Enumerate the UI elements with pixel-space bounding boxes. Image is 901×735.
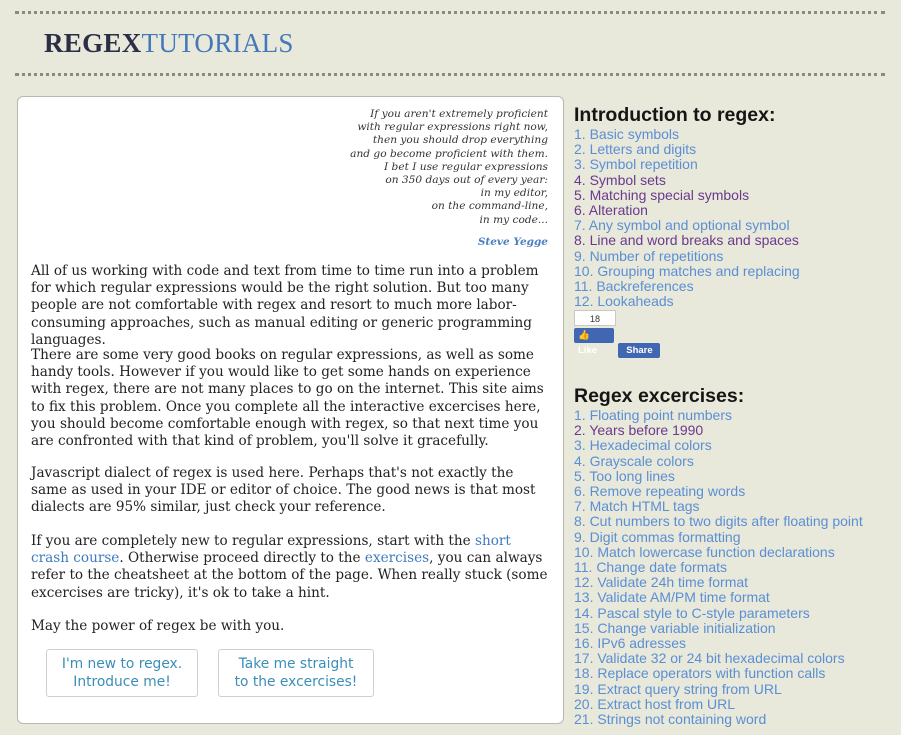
intro-panel (17, 96, 564, 724)
new-to-regex-button[interactable] (46, 649, 198, 697)
lesson-link[interactable]: 3. Symbol repetition (574, 156, 698, 173)
p4-text-b: . Otherwise proceed directly to the (119, 550, 365, 567)
quote-line: If you aren't extremely proficient (370, 108, 548, 120)
exercise-link[interactable]: 9. Digit commas formatting (574, 528, 741, 545)
exercise-link[interactable]: 4. Grayscale colors (574, 452, 694, 469)
quote-line: on 350 days out of every year: (385, 174, 548, 187)
exercise-link[interactable]: 10. Match lowercase function declarations (574, 543, 835, 560)
quote-line: I bet I use regular expressions (383, 160, 548, 173)
p4-text-c: , you can always refer to the cheatsheet at the bottom of the page. When really stuck (some excercises are tricky), it's ok to take a hint. (31, 550, 548, 601)
exercise-link[interactable]: 14. Pascal style to C-style parameters (574, 604, 810, 621)
crash-course-link[interactable]: short crash course (31, 533, 511, 567)
site-logo[interactable] (44, 28, 294, 59)
go-to-exercises-button[interactable] (218, 649, 374, 697)
exercise-link[interactable]: 17. Validate 32 or 24 bit hexadecimal colors (574, 650, 845, 667)
intro-paragraph-2: There are some very good books on regular expressions, as well as some handy tools. However if you would like to get some hands on experience with regex, there are not many places to go on the internet. This site aims to fix this problem. Once you complete all the interactive excercises here, you should become comfortable enough with regex, so that next time you are confronted with that kind of problem, you'll solve it gracefully. (31, 347, 544, 450)
lesson-link[interactable]: 2. Letters and digits (574, 141, 697, 158)
facebook-share-button[interactable]: Share (618, 343, 660, 358)
quote-line: on the command-line, (431, 200, 548, 213)
thumbs-up-icon: 👍 (578, 330, 590, 341)
facebook-widget (574, 310, 660, 358)
intro-lessons-title: Introduction to regex: (574, 104, 776, 126)
exercise-link[interactable]: 15. Change variable initialization (574, 619, 776, 636)
p4-text-a: If you are completely new to regular expressions, start with the (31, 533, 476, 549)
lesson-link[interactable]: 12. Lookaheads (574, 293, 674, 310)
quote-line: with regular expressions right now, (357, 121, 548, 134)
exercise-link[interactable]: 8. Cut numbers to two digits after floating point (574, 513, 863, 530)
like-label: Like (578, 345, 598, 356)
exercise-link[interactable]: 2. Years before 1990 (574, 422, 704, 439)
intro-paragraph-1: All of us working with code and text from time to time run into a problem for which regular expressions would be the right solution. But too many people are not comfortable with regex and resort to much more labor-consuming approaches, such as manual editing or generic programming languages. (31, 263, 539, 348)
quote-line: and go become proficient with them. (350, 147, 548, 160)
logo-tutorials: TUTORIALS (141, 28, 294, 58)
button-line: Introduce me! (73, 674, 171, 690)
lesson-link[interactable]: 11. Backreferences (574, 278, 694, 295)
like-count: 18 (574, 310, 616, 326)
lesson-link[interactable]: 6. Alteration (574, 202, 648, 219)
intro-paragraph-5: May the power of regex be with you. (31, 618, 285, 634)
lesson-link[interactable]: 10. Grouping matches and replacing (574, 262, 800, 279)
exercise-link[interactable]: 5. Too long lines (574, 467, 675, 484)
quote-line: then you should drop everything (372, 134, 548, 147)
facebook-like-button[interactable] (574, 328, 614, 356)
exercise-link[interactable]: 13. Validate AM/PM time format (574, 589, 770, 606)
header-divider-bottom (15, 73, 885, 76)
exercise-link[interactable]: 12. Validate 24h time format (574, 574, 749, 591)
exercise-link[interactable]: 11. Change date formats (574, 559, 728, 576)
exercise-link[interactable]: 16. IPv6 adresses (574, 635, 687, 652)
quote-author-link[interactable]: Steve Yegge (477, 236, 548, 248)
exercise-link[interactable]: 6. Remove repeating words (574, 483, 746, 500)
lesson-link[interactable]: 5. Matching special symbols (574, 186, 750, 203)
button-line: Take me straight (238, 656, 354, 672)
quote-line: in my editor, (480, 187, 548, 200)
exercise-link[interactable]: 3. Hexadecimal colors (574, 437, 712, 454)
intro-lessons-nav (574, 104, 800, 309)
exercise-link[interactable]: 18. Replace operators with function calls (574, 665, 826, 682)
intro-paragraph-4 (31, 533, 551, 602)
lesson-link[interactable]: 9. Number of repetitions (574, 247, 724, 264)
lesson-link[interactable]: 7. Any symbol and optional symbol (574, 217, 790, 234)
lesson-link[interactable]: 4. Symbol sets (574, 171, 666, 188)
logo-regex: REGEX (44, 28, 142, 58)
quote-line: in my code... (479, 213, 548, 226)
exercise-link[interactable]: 1. Floating point numbers (574, 407, 732, 423)
lesson-link[interactable]: 8. Line and word breaks and spaces (574, 232, 799, 249)
exercises-link[interactable]: exercises (364, 550, 430, 567)
exercise-link[interactable]: 20. Extract host from URL (574, 695, 736, 712)
button-line: I'm new to regex. (61, 656, 183, 672)
exercise-link[interactable]: 19. Extract query string from URL (574, 680, 782, 697)
intro-paragraph-3: Javascript dialect of regex is used here. Perhaps that's not exactly the same as used in your IDE or editor of choice. The good news is that most dialects are 95% similar, just check your reference. (31, 465, 536, 516)
exercises-title: Regex excercises: (574, 385, 745, 407)
epigraph-quote (288, 108, 548, 227)
exercise-link[interactable]: 7. Match HTML tags (574, 498, 700, 515)
exercise-link[interactable]: 21. Strings not containing word (574, 711, 767, 728)
button-line: to the excercises! (234, 674, 358, 690)
lesson-link[interactable]: 1. Basic symbols (574, 126, 680, 142)
exercises-nav (574, 385, 863, 727)
header-divider-top (15, 11, 885, 14)
